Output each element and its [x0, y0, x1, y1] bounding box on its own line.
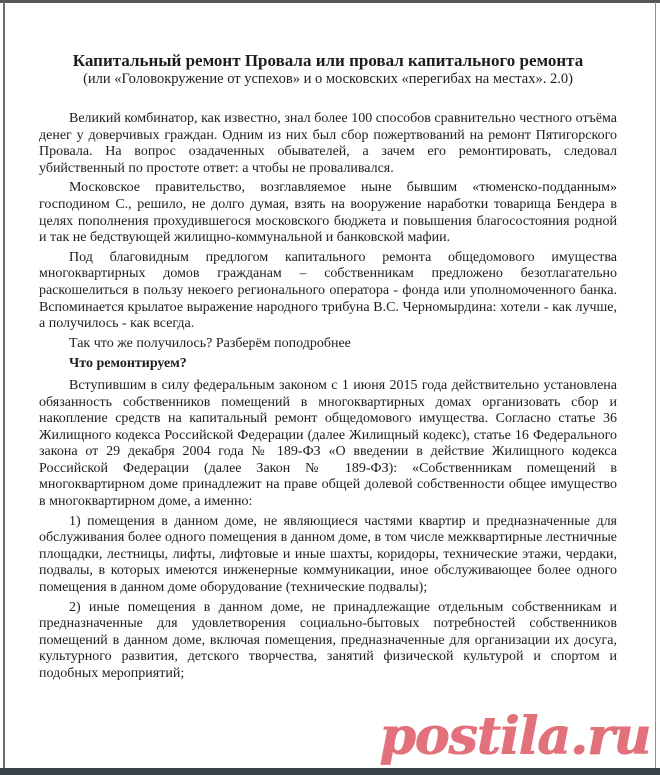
paragraph-intro-1: Великий комбинатор, как известно, знал более 100 способов сравнительно честного отъёма денег у доверчивых граждан. Одним из них был сбор пожертвований на ремонт Пятигорского Провала. На вопрос озадаченных обывателей, а зачем его ремонтировать, следовал убийственный по простоте ответ: а чтобы не проваливался.	[39, 111, 617, 176]
paragraph-list-item-1: 1) помещения в данном доме, не являющиеся частями квартир и предназначенные для обслуживания более одного помещения в данном доме, в том числе межквартирные лестничные площадки, лестницы, лифты, лифтовые и иные шахты, коридоры, технические этажи, чердаки, подвалы, в которых имеются инженерные коммуникации, иное обслуживающее более одного помещения в данном доме оборудование (технические подвалы);	[39, 513, 617, 596]
paragraph-intro-2: Московское правительство, возглавляемое ныне бывшим «тюменско-подданным» господином С., решило, не долго думая, взять на вооружение наработки товарища Бендера в целях пополнения прохудившегося московского бюджета и повышения благосостояния родной и так не бедствующей жилищно-коммунальной и банковской мафии.	[39, 180, 617, 246]
paragraph-list-item-2: 2) иные помещения в данном доме, не принадлежащие отдельным собственникам и предназначенные для удовлетворения социально-бытовых потребностей собственников помещений в данном доме, включая помещения, предназначенные для организации их досуга, культурного развития, детского творчества, занятий физической культурой и спортом и подобных мероприятий;	[39, 599, 617, 681]
document-title: Капитальный ремонт Провала или провал капитального ремонта	[72, 51, 584, 70]
window-bottom-bar	[0, 768, 660, 775]
document-subtitle: (или «Головокружение от успехов» и о московских «перегибах на местах». 2.0)	[83, 71, 573, 87]
paragraph-intro-3: Под благовидным предлогом капитального ремонта общедомового имущества многоквартирных домов гражданам – собственникам предложено безотлагательно раскошелиться в пользу некоего регионального оператора - фонда или уполномоченного банка. Вспоминается крылатое выражение народного трибуна В.С. Черномырдина: хотели - как лучше, а получилось - как всегда.	[39, 249, 617, 332]
paragraph-law-overview: Вступившим в силу федеральным законом с 1 июня 2015 года действительно установлена обязанность собственников помещений в многоквартирных домах организовать сбор и накопление средств на капитальный ремонт общедомового имущества. Согласно статье 36 Жилищного кодекса Российской Федерации (далее Жилищный кодекс), статье 16 Федерального закона от 29 декабря 2004 года № 189-ФЗ «О введении в действие Жилищного кодекса Российской Федерации (далее Закон № 189-ФЗ): «Собственникам помещений в многоквартирном доме принадлежит на праве общей долевой собственности общее имущество в многоквартирном доме, а именно:	[39, 377, 617, 510]
paragraph-question: Так что же получилось? Разберём поподробнее	[69, 335, 351, 351]
section-heading-what-we-repair: Что ремонтируем?	[69, 356, 187, 372]
page-right-border	[655, 2, 656, 768]
document-page	[5, 0, 655, 686]
postila-watermark: postila.ru	[379, 706, 650, 767]
